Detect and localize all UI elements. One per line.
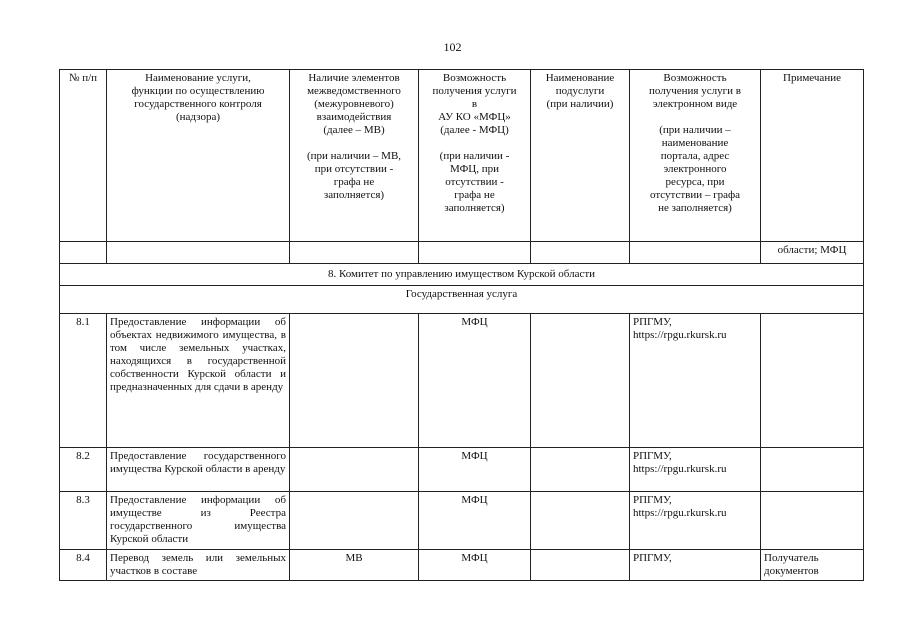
header-line: Наименование — [545, 72, 615, 84]
mfc-cell: МФЦ — [419, 314, 531, 448]
header-line: Примечание — [783, 72, 841, 84]
col-header-note — [761, 70, 864, 242]
header-line: электронном виде — [652, 98, 738, 110]
col-header-service-name — [107, 70, 290, 242]
subservice-cell — [531, 314, 630, 448]
header-line: Наличие элементов — [308, 72, 400, 84]
header-line: государственного контроля — [134, 98, 262, 110]
row-number: 8.1 — [60, 314, 107, 448]
section-row — [60, 264, 864, 286]
header-line: получения услуги в — [649, 85, 741, 97]
note-cell — [761, 492, 864, 550]
header-line: межведомственного — [307, 85, 401, 97]
subservice-cell — [531, 492, 630, 550]
header-line: получения услуги — [432, 85, 517, 97]
header-line: электронного — [663, 163, 727, 175]
row-number: 8.4 — [60, 550, 107, 581]
interaction-cell: МВ — [290, 550, 419, 581]
electronic-cell: РПГМУ, — [630, 550, 761, 581]
header-line: Возможность — [442, 72, 507, 84]
subservice-cell — [531, 550, 630, 581]
electronic-cell: РПГМУ, https://rpgu.rkursk.ru — [630, 448, 761, 492]
header-line: не заполняется) — [658, 202, 732, 214]
electronic-cell: РПГМУ, https://rpgu.rkursk.ru — [630, 314, 761, 448]
mfc-cell: МФЦ — [419, 550, 531, 581]
subsection-row — [60, 286, 864, 314]
header-line: отсутствии - — [445, 176, 504, 188]
header-line: МФЦ, при — [449, 163, 500, 175]
header-line: Наименование услуги, — [145, 72, 251, 84]
col-header-electronic — [630, 70, 761, 242]
table-row — [60, 314, 864, 448]
header-line: (при наличии – — [659, 124, 731, 136]
section-title: 8. Комитет по управлению имуществом Курской области — [60, 264, 864, 286]
electronic-cell: РПГМУ, https://rpgu.rkursk.ru — [630, 492, 761, 550]
header-line: взаимодействия — [316, 111, 392, 123]
service-name: Предоставление информации об объектах недвижимого имущества, в том числе земельных участках, находящихся в государственной собственности Курской области и предназначенных для сдачи в аренду — [107, 314, 290, 448]
col-header-interaction — [290, 70, 419, 242]
continuation-row — [60, 242, 864, 264]
services-table — [59, 69, 864, 581]
table-row — [60, 448, 864, 492]
note-cell: Получатель документов — [761, 550, 864, 581]
table-row — [60, 550, 864, 581]
col-header-subservice — [531, 70, 630, 242]
header-line: графа не — [333, 176, 375, 188]
header-row — [60, 70, 864, 242]
header-line: портала, адрес — [660, 150, 730, 162]
header-line: графа не — [454, 189, 495, 201]
col-header-mfc — [419, 70, 531, 242]
note-cell — [761, 314, 864, 448]
mfc-cell: МФЦ — [419, 448, 531, 492]
interaction-cell — [290, 314, 419, 448]
header-line: функции по осуществлению — [131, 85, 265, 97]
note-cell — [761, 448, 864, 492]
subsection-title: Государственная услуга — [60, 286, 864, 314]
header-line: наименование — [661, 137, 729, 149]
table-row — [60, 492, 864, 550]
mfc-cell: МФЦ — [419, 492, 531, 550]
header-line: (далее – МВ) — [323, 124, 385, 136]
header-line: (при наличии – МВ, — [306, 150, 402, 162]
interaction-cell — [290, 448, 419, 492]
header-line: (далее - МФЦ) — [440, 124, 509, 136]
header-line: (надзора) — [176, 111, 220, 123]
service-name: Предоставление государственного имущества Курской области в аренду — [107, 448, 290, 492]
header-line: отсутствии – графа — [649, 189, 741, 201]
header-line: Возможность — [663, 72, 727, 84]
header-line: АУ КО «МФЦ» — [438, 111, 511, 123]
header-line — [633, 111, 757, 124]
continuation-note: области; МФЦ — [761, 242, 864, 264]
row-number: 8.3 — [60, 492, 107, 550]
header-line: подуслуги — [555, 85, 605, 97]
header-line — [422, 137, 527, 150]
header-line: в — [471, 98, 478, 110]
header-line: заполняется) — [323, 189, 385, 201]
service-name: Предоставление информации об имуществе из Реестра государственного имущества Курской области — [107, 492, 290, 550]
interaction-cell — [290, 492, 419, 550]
header-line: при отсутствии - — [314, 163, 394, 175]
header-line: (межуровневого) — [314, 98, 394, 110]
header-line: заполняется) — [444, 202, 505, 214]
header-line: ресурса, при — [665, 176, 725, 188]
header-line: (при наличии) — [546, 98, 614, 110]
col-header-number — [60, 70, 107, 242]
header-line: (при наличии - — [439, 150, 510, 162]
header-line — [293, 137, 415, 150]
row-number: 8.2 — [60, 448, 107, 492]
service-name: Перевод земель или земельных участков в составе — [107, 550, 290, 581]
page-number: 102 — [443, 40, 462, 54]
subservice-cell — [531, 448, 630, 492]
header-line: № п/п — [68, 72, 98, 84]
